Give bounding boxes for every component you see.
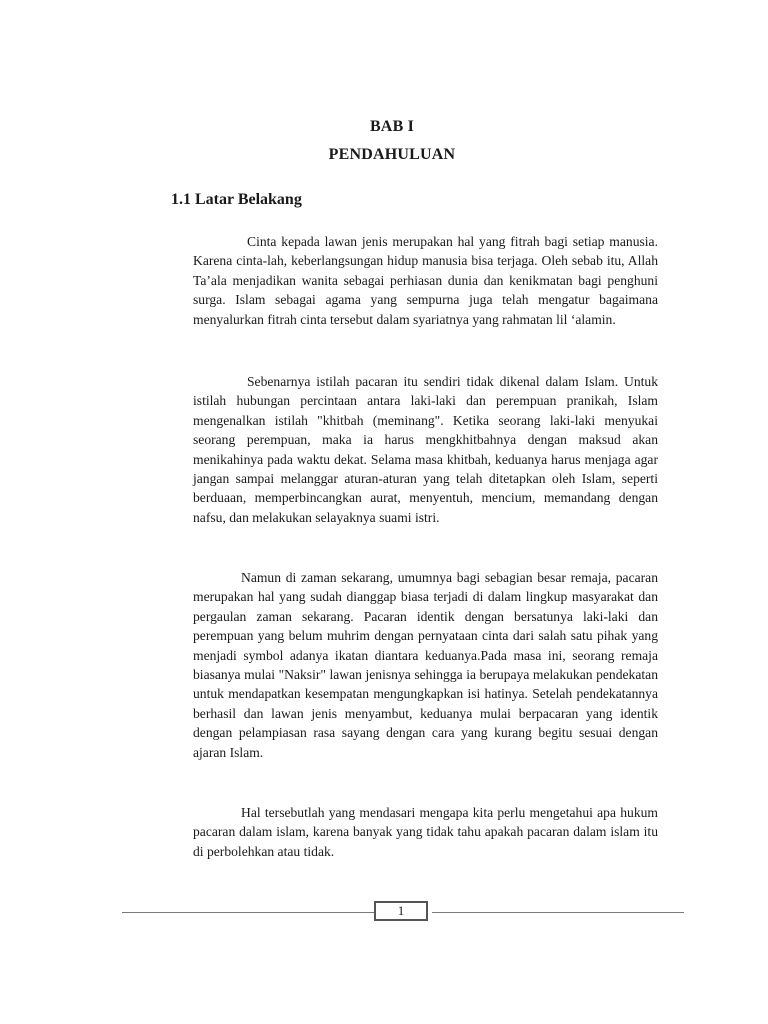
paragraph-1: Cinta kepada lawan jenis merupakan hal yang fitrah bagi setiap manusia. Karena cinta-lah, keberlangsungan hidup manusia bisa terjaga. Oleh sebab itu, Allah Ta’ala menjadikan wanita sebagai perhiasan dunia dan kenikmatan bagi penghuni surga. Islam sebagai agama yang sempurna juga telah mengatur bagaimana menyalurkan fitrah cinta tersebut dalam syariatnya yang rahmatan lil ‘alamin. <box>193 234 658 327</box>
page-number: 1 <box>374 901 428 921</box>
paragraph-2: Sebenarnya istilah pacaran itu sendiri tidak dikenal dalam Islam. Untuk istilah hubungan percintaan antara laki-laki dan perempuan pranikah, Islam mengenalkan istilah "khitbah (meminang". Ketika seorang laki-laki menyukai seorang perempuan, maka ia harus mengkhitbahnya dengan maksud akan menikahinya pada waktu dekat. Selama masa khitbah, keduanya harus menjaga agar jangan sampai melanggar aturan-aturan yang telah ditetapkan oleh Islam, seperti berduaan, memperbincangkan aurat, menyentuh, mencium, memandang dengan nafsu, dan melakukan selayaknya suami istri. <box>193 374 658 525</box>
chapter-number: BAB I <box>369 118 415 135</box>
section-heading: 1.1 Latar Belakang <box>171 191 302 208</box>
paragraph-3: Namun di zaman sekarang, umumnya bagi sebagian besar remaja, pacaran merupakan hal yang sudah dianggap biasa terjadi di dalam lingkup masyarakat dan pergaulan zaman sekarang. Pacaran identik dengan bersatunya laki-laki dan perempuan yang belum muhrim dengan pernyataan cinta dari salah satu pihak yang menjadi symbol adanya ikatan diantara keduanya.Pada masa ini, seorang remaja biasanya mulai "Naksir" lawan jenisnya sehingga ia berupaya melakukan pendekatan untuk mendapatkan kesempatan mengungkapkan isi hatinya. Setelah pendekatannya berhasil dan lawan jenis menyambut, keduanya mulai berpacaran yang identik dengan pelampiasan rasa sayang dengan cara yang kurang begitu sesuai dengan ajaran Islam. <box>193 570 658 760</box>
chapter-title: PENDAHULUAN <box>328 146 456 163</box>
footer-rule-right <box>432 912 684 913</box>
paragraph-4: Hal tersebutlah yang mendasari mengapa kita perlu mengetahui apa hukum pacaran dalam islam, karena banyak yang tidak tahu apakah pacaran dalam islam itu di perbolehkan atau tidak. <box>193 805 658 859</box>
footer-rule-left <box>122 912 374 913</box>
